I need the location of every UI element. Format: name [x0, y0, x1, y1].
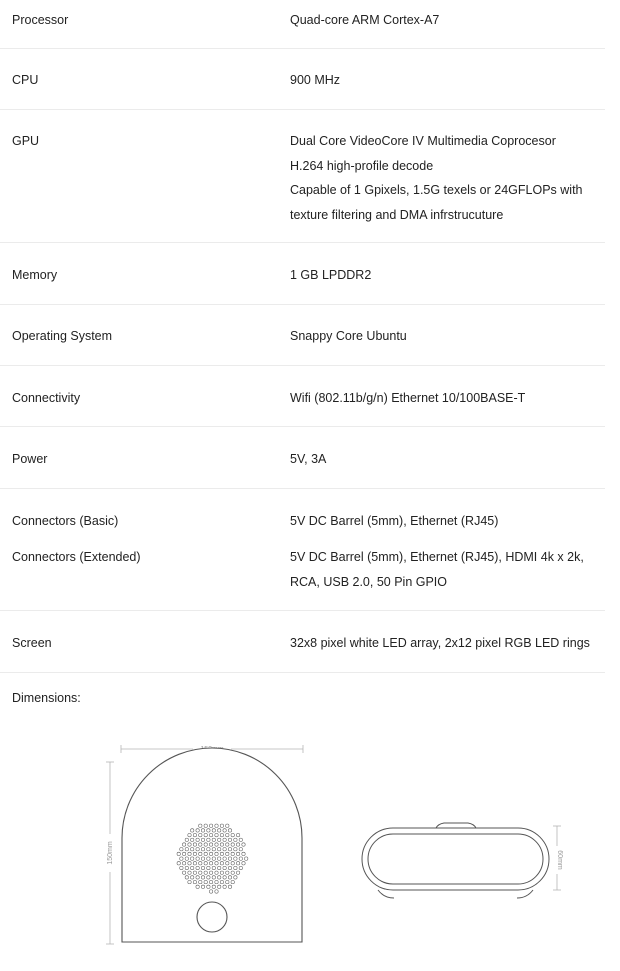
spec-values	[290, 263, 600, 288]
spec-row-connectivity	[0, 366, 605, 427]
spec-values	[290, 129, 600, 227]
spec-value: 5V DC Barrel (5mm), Ethernet (RJ45), HDMI 4k x 2k,	[290, 550, 584, 564]
spec-label: Connectors (Extended)	[12, 550, 141, 564]
spec-label: Memory	[12, 268, 58, 282]
spec-label: Screen	[12, 636, 52, 650]
height-label: 150mm	[107, 841, 114, 865]
spec-label: CPU	[12, 73, 39, 87]
spec-row-processor	[0, 0, 605, 49]
spec-values	[290, 68, 600, 93]
dimensions-heading: Dimensions:	[12, 691, 81, 705]
spec-value: 5V DC Barrel (5mm), Ethernet (RJ45)	[290, 514, 499, 528]
spec-label: Connectors (Basic)	[12, 514, 119, 528]
spec-value: Quad-core ARM Cortex-A7	[290, 13, 440, 27]
spec-label: Power	[12, 452, 48, 466]
spec-value: 32x8 pixel white LED array, 2x12 pixel RGB LED rings	[290, 636, 590, 650]
spec-value: RCA, USB 2.0, 50 Pin GPIO	[290, 574, 448, 589]
spec-value: texture filtering and DMA infrstrucuture	[290, 207, 504, 222]
front-button	[197, 902, 227, 932]
depth-label: 60mm	[556, 850, 563, 870]
spec-values	[290, 386, 600, 411]
spec-row-operating-system	[0, 305, 605, 366]
spec-value: 5V, 3A	[290, 452, 327, 466]
spec-label: Operating System	[12, 329, 113, 343]
device-diagram	[0, 730, 620, 968]
spec-values	[290, 631, 600, 656]
dimensions-drawing	[0, 730, 620, 968]
spec-values	[290, 447, 600, 472]
spec-row-power	[0, 427, 605, 489]
spec-row-cpu	[0, 49, 605, 110]
spec-value: 1 GB LPDDR2	[290, 268, 372, 282]
spec-label: Connectivity	[12, 391, 81, 405]
spec-value: Capable of 1 Gpixels, 1.5G texels or 24GFLOPs with	[290, 183, 583, 197]
spec-value: Dual Core VideoCore IV Multimedia Coprocesor	[290, 134, 556, 148]
spec-values	[290, 509, 600, 534]
spec-value: Snappy Core Ubuntu	[290, 329, 407, 343]
spec-label: GPU	[12, 134, 40, 148]
spec-values	[290, 324, 600, 349]
spec-label: Processor	[12, 13, 69, 27]
device-side-view	[362, 823, 549, 898]
spec-value: H.264 high-profile decode	[290, 158, 434, 173]
spec-row-memory	[0, 243, 605, 305]
spec-value: Wifi (802.11b/g/n) Ethernet 10/100BASE-T	[290, 391, 526, 405]
spec-values	[290, 8, 600, 33]
spec-row-screen	[0, 611, 605, 673]
spec-value: 900 MHz	[290, 73, 341, 87]
spec-row-connectors	[0, 489, 605, 611]
spec-values	[290, 545, 600, 594]
spec-row-gpu	[0, 110, 605, 243]
